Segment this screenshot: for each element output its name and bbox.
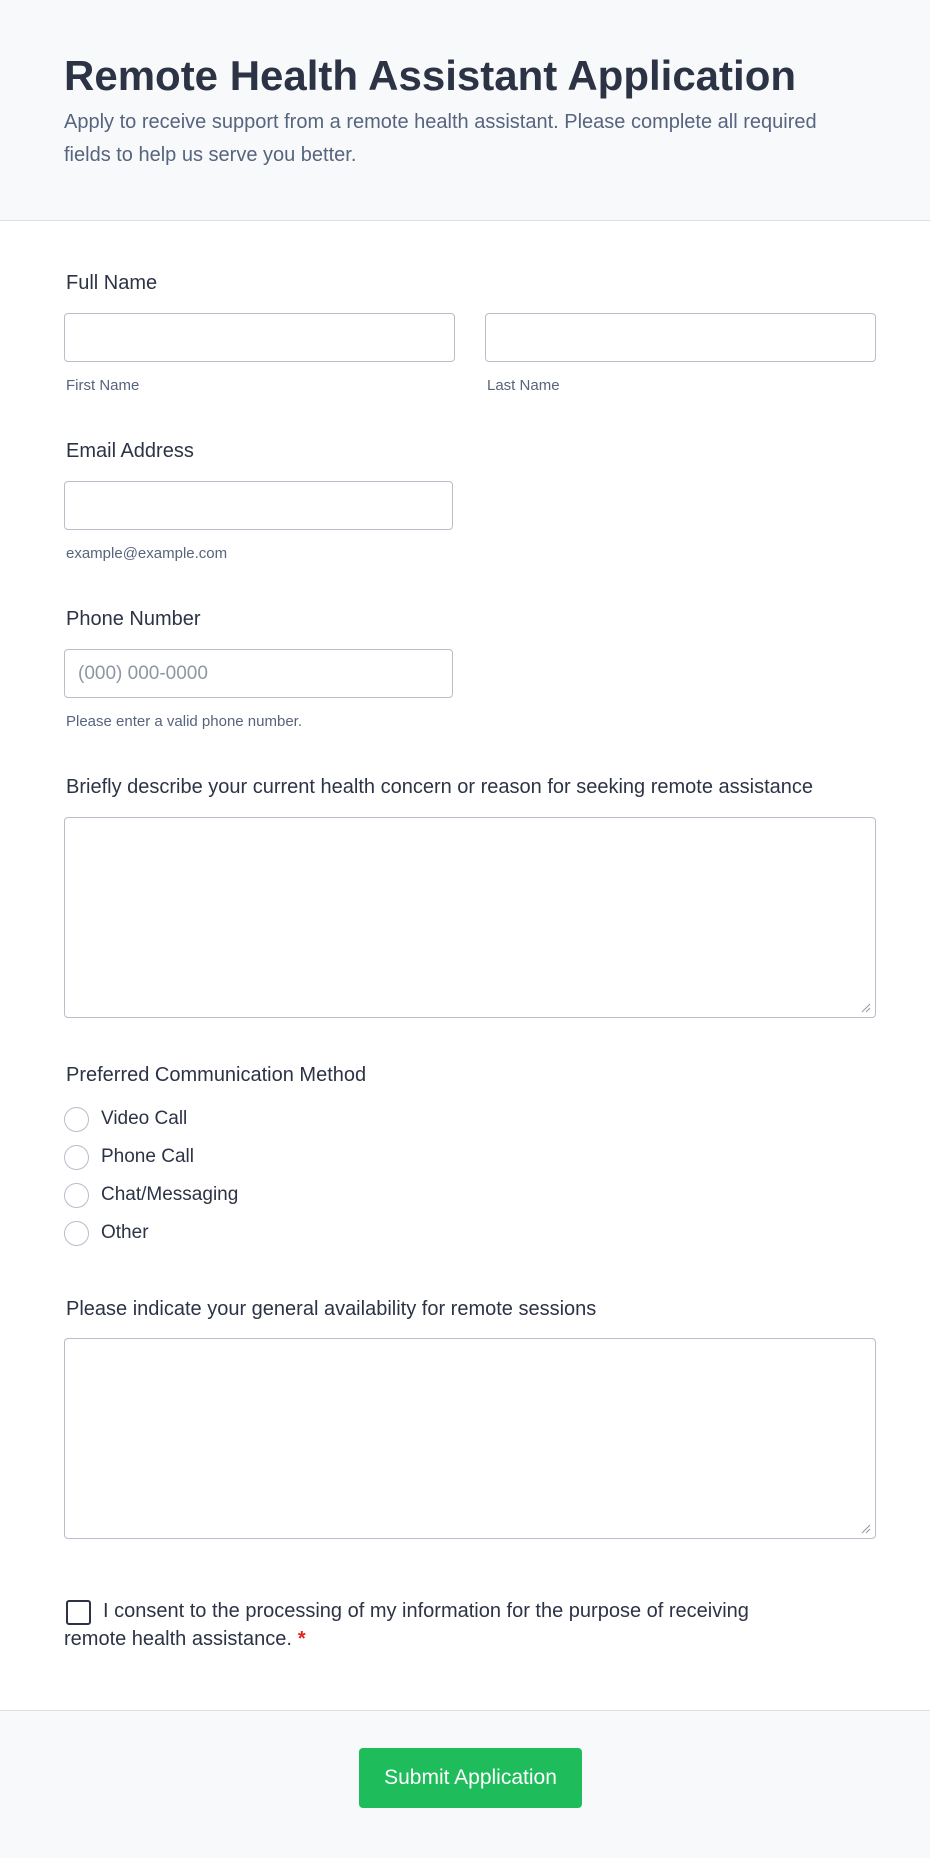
radio-option-chat-messaging[interactable] [64,1182,238,1208]
phone-sublabel: Please enter a valid phone number. [66,713,302,730]
consent-label [64,1597,764,1653]
submit-button[interactable]: Submit Application [359,1748,582,1808]
radio-label: Phone Call [101,1146,194,1167]
page-title: Remote Health Assistant Application [64,52,797,99]
radio-option-phone-call[interactable] [64,1144,194,1170]
radio-label: Chat/Messaging [101,1184,239,1205]
full-name-label: Full Name [66,272,158,294]
radio-label: Video Call [101,1108,188,1129]
radio-circle-icon[interactable] [64,1145,89,1170]
email-input[interactable] [64,481,453,530]
communication-label: Preferred Communication Method [66,1064,367,1086]
required-asterisk: * [297,1628,306,1650]
radio-circle-icon[interactable] [64,1221,89,1246]
phone-input[interactable] [64,649,453,698]
radio-circle-icon[interactable] [64,1107,89,1132]
radio-circle-icon[interactable] [64,1183,89,1208]
first-name-sublabel: First Name [66,377,140,394]
consent-text: I consent to the processing of my information for the purpose of receiving remote health assistance. [64,1600,749,1650]
first-name-input[interactable] [64,313,455,362]
email-sublabel: example@example.com [66,545,228,562]
radio-option-other[interactable] [64,1220,149,1246]
page-subtitle: Apply to receive support from a remote health assistant. Please complete all required fields to help us serve you better. [64,111,817,166]
health-concern-textarea[interactable] [64,817,876,1018]
last-name-input[interactable] [485,313,876,362]
phone-label: Phone Number [66,608,201,630]
availability-label: Please indicate your general availability for remote sessions [66,1298,597,1320]
radio-label: Other [101,1222,149,1243]
form-header [0,0,930,221]
radio-option-video-call[interactable] [64,1106,187,1132]
email-label: Email Address [66,440,194,462]
availability-textarea[interactable] [64,1338,876,1539]
last-name-sublabel: Last Name [487,377,560,394]
health-concern-label: Briefly describe your current health concern or reason for seeking remote assistance [66,776,814,798]
